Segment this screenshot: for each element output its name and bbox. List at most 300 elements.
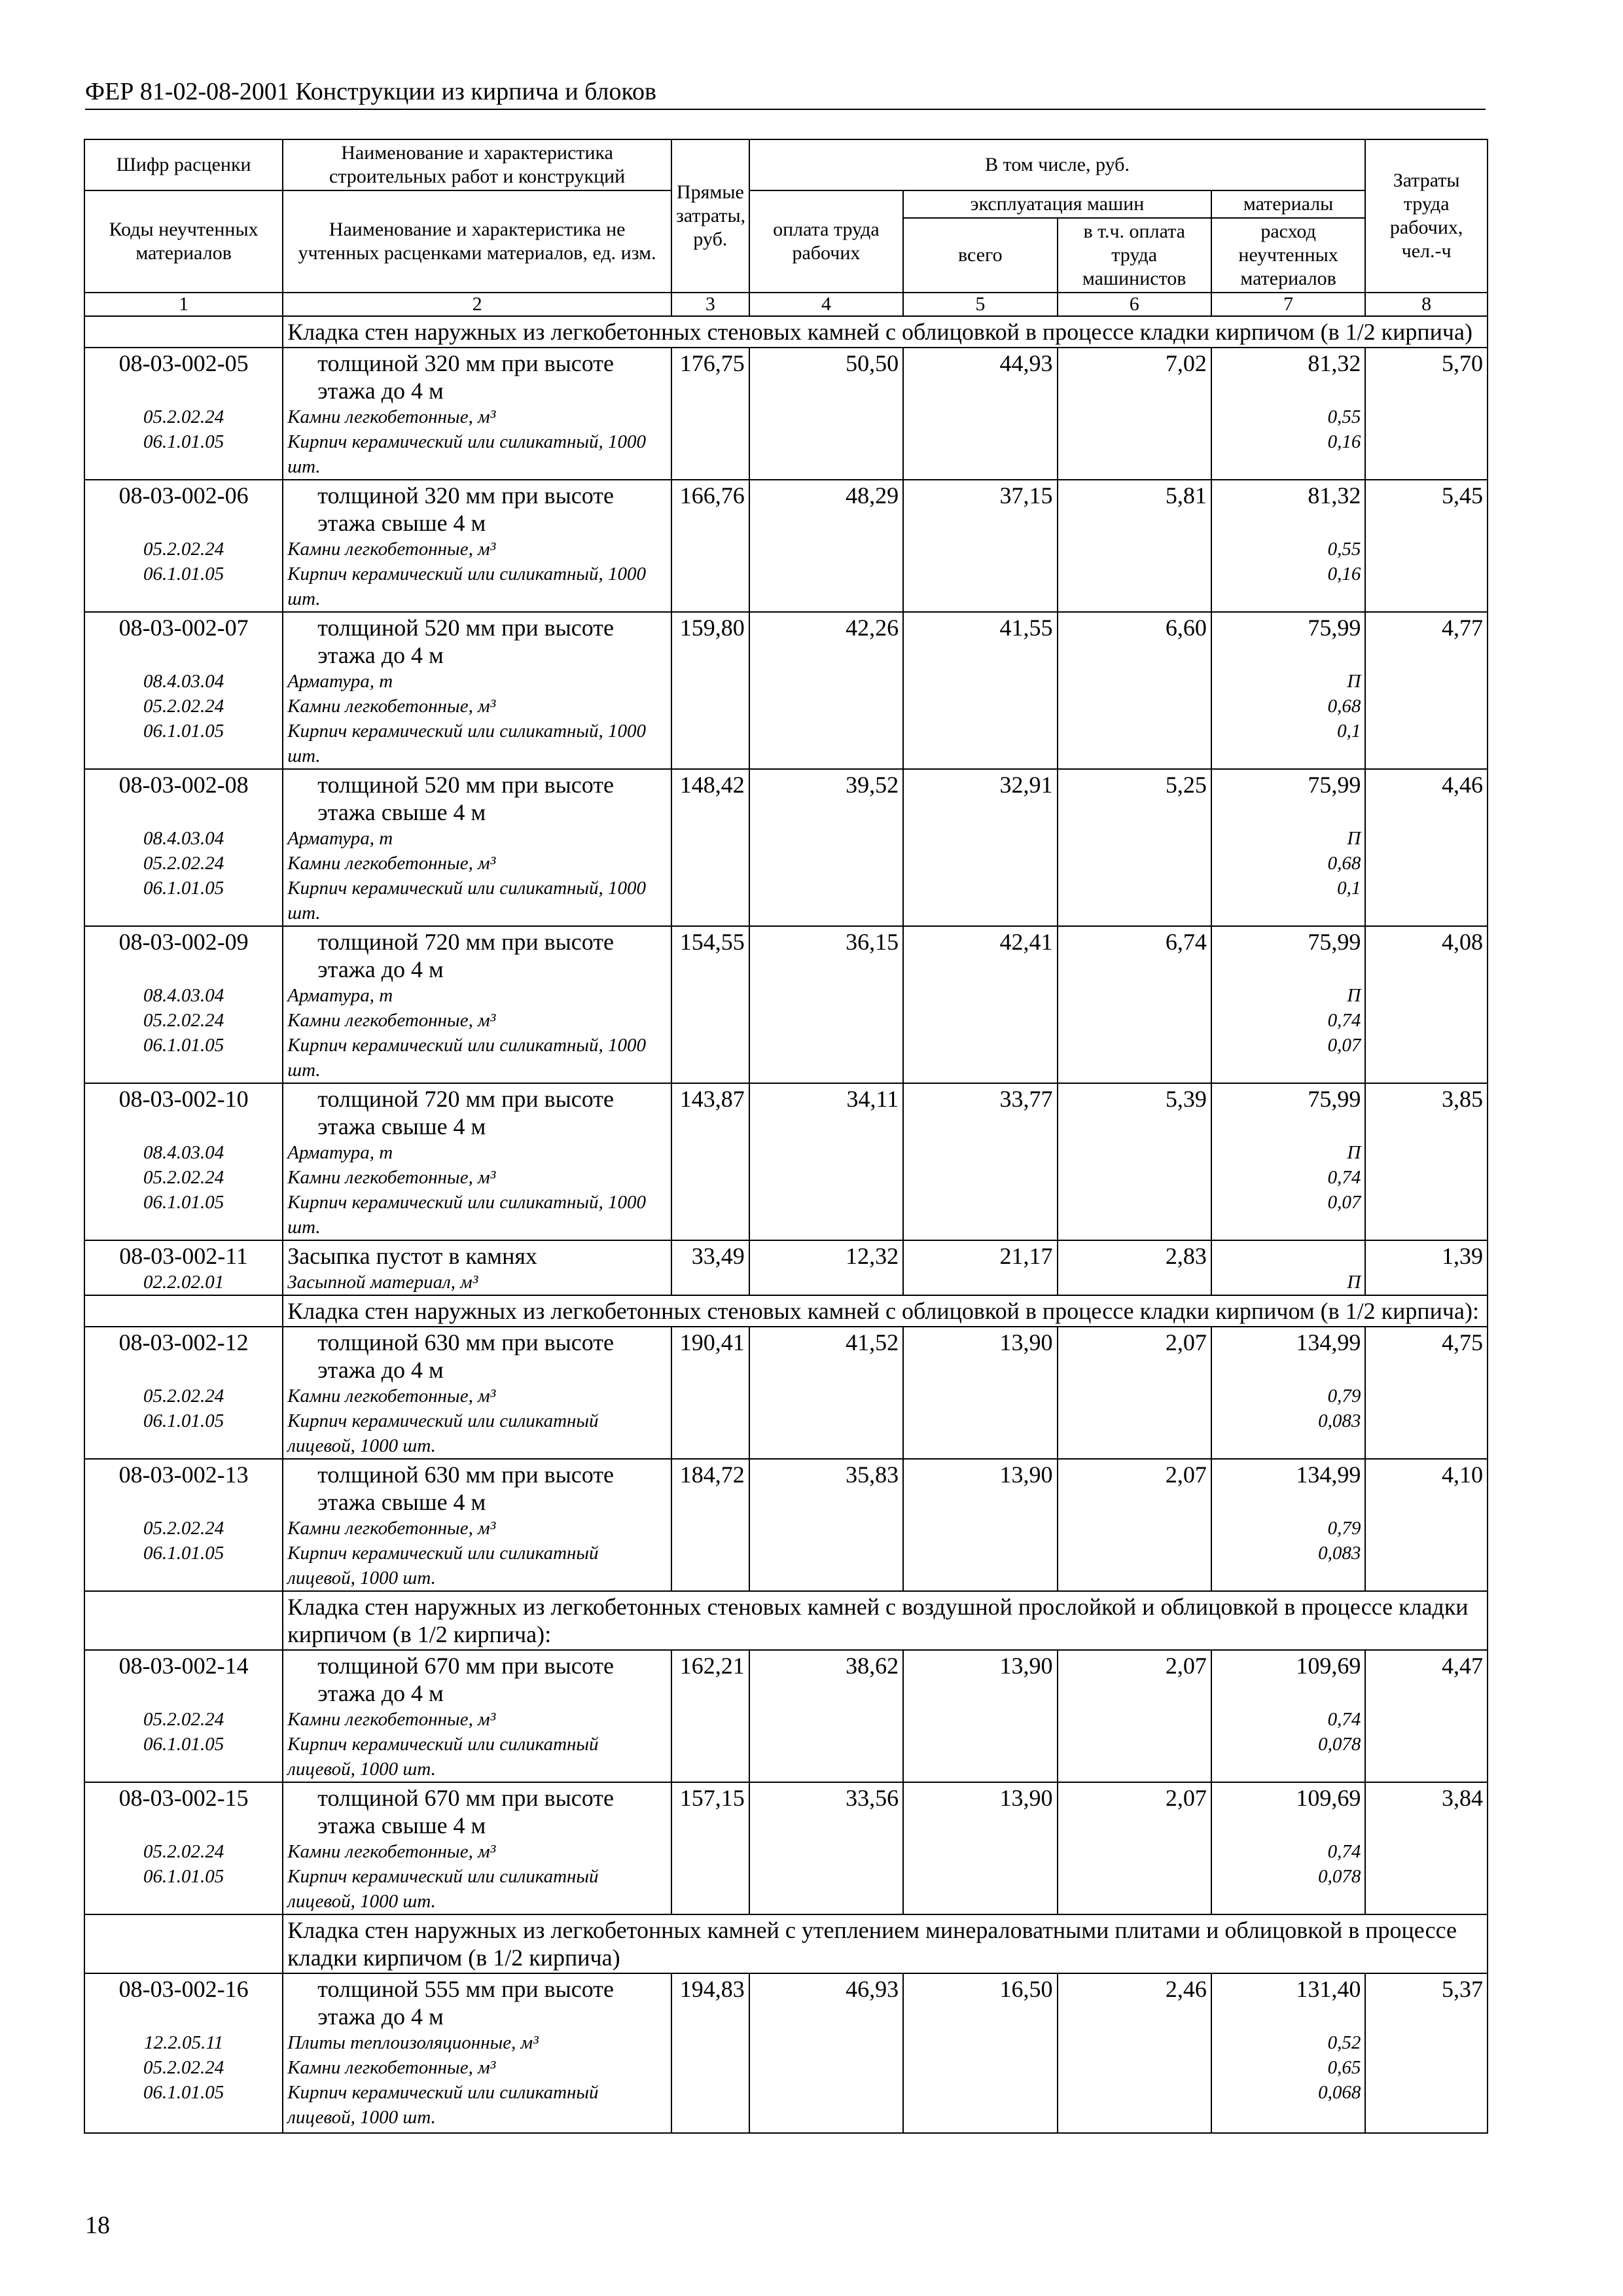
empty-cell	[671, 694, 749, 719]
material-code: 06.1.01.05	[84, 429, 283, 480]
header-code: Шифр расценки	[84, 139, 283, 190]
table-body	[84, 316, 1488, 2133]
header-unaccounted-codes: Коды неучтенных материалов	[84, 190, 283, 293]
header-machines: эксплуатация машин	[903, 190, 1211, 218]
rate-labor-cost: 3,84	[1365, 1782, 1488, 1839]
rate-labor-pay: 36,15	[749, 926, 903, 983]
empty-cell	[1365, 537, 1488, 562]
rate-labor-pay: 50,50	[749, 348, 903, 404]
empty-cell	[903, 537, 1057, 562]
material-row	[84, 1707, 1488, 1732]
rate-row	[84, 769, 1488, 826]
empty-cell	[1058, 1707, 1211, 1732]
section-title: Кладка стен наружных из легкобетонных камней с утеплением минераловатными плитами и облицовкой в процессе кладки кирпичом (в 1/2 кирпича)	[283, 1914, 1488, 1973]
empty-cell	[1365, 2080, 1488, 2133]
empty-cell	[1058, 694, 1211, 719]
section-empty-cell	[84, 316, 283, 348]
empty-cell	[671, 1140, 749, 1165]
rate-row	[84, 1240, 1488, 1270]
empty-cell	[903, 876, 1057, 926]
empty-cell	[903, 2080, 1057, 2133]
material-usage: 0,55	[1211, 404, 1365, 429]
empty-cell	[903, 1839, 1057, 1864]
rate-machines-total: 32,91	[903, 769, 1057, 826]
empty-cell	[749, 1190, 903, 1240]
material-row	[84, 1516, 1488, 1541]
material-code: 06.1.01.05	[84, 1864, 283, 1914]
empty-cell	[1058, 1839, 1211, 1864]
empty-cell	[671, 1864, 749, 1914]
rate-code: 08-03-002-08	[84, 769, 283, 826]
empty-cell	[671, 1541, 749, 1591]
empty-cell	[903, 1516, 1057, 1541]
material-usage: 0,1	[1211, 719, 1365, 769]
material-row	[84, 826, 1488, 851]
material-row	[84, 1839, 1488, 1864]
rate-machines-pay: 5,39	[1058, 1083, 1211, 1140]
header-machines-total: всего	[903, 218, 1057, 293]
empty-cell	[749, 1839, 903, 1864]
page-header-title: ФЕР 81-02-08-2001 Конструкции из кирпича и блоков	[85, 77, 1486, 110]
material-usage: 0,07	[1211, 1033, 1365, 1083]
material-usage: 0,16	[1211, 429, 1365, 480]
material-row	[84, 429, 1488, 480]
rate-labor-cost: 4,47	[1365, 1650, 1488, 1707]
header-machines-pay: в т.ч. оплата труда машинистов	[1058, 218, 1211, 293]
empty-cell	[1365, 1732, 1488, 1782]
empty-cell	[903, 429, 1057, 480]
material-name: Арматура, т	[283, 1140, 671, 1165]
rate-machines-pay: 2,07	[1058, 1782, 1211, 1839]
rate-code: 08-03-002-06	[84, 480, 283, 537]
material-code: 12.2.05.11	[84, 2030, 283, 2055]
rate-row	[84, 926, 1488, 983]
rate-labor-pay: 46,93	[749, 1973, 903, 2030]
rate-machines-pay: 5,81	[1058, 480, 1211, 537]
empty-cell	[749, 719, 903, 769]
rate-code: 08-03-002-11	[84, 1240, 283, 1270]
rate-name: Засыпка пустот в камнях	[283, 1240, 671, 1270]
col-number: 5	[903, 293, 1057, 316]
empty-cell	[749, 983, 903, 1008]
column-numbers-row	[84, 293, 1488, 316]
material-code: 05.2.02.24	[84, 851, 283, 876]
empty-cell	[749, 2030, 903, 2055]
rate-materials: 109,69	[1211, 1650, 1365, 1707]
rate-code: 08-03-002-10	[84, 1083, 283, 1140]
header-name: Наименование и характеристика строительных работ и конструкций	[283, 139, 671, 190]
empty-cell	[671, 1707, 749, 1732]
rate-materials: 134,99	[1211, 1459, 1365, 1516]
material-name: Кирпич керамический или силикатный, 1000 шт.	[283, 719, 671, 769]
material-row	[84, 1270, 1488, 1295]
rate-name: толщиной 555 мм при высоте этажа до 4 м	[283, 1973, 671, 2030]
rate-direct: 162,21	[671, 1650, 749, 1707]
material-code: 06.1.01.05	[84, 1408, 283, 1459]
material-name: Камни легкобетонные, м³	[283, 537, 671, 562]
material-code: 05.2.02.24	[84, 537, 283, 562]
empty-cell	[1058, 1165, 1211, 1190]
empty-cell	[749, 1008, 903, 1033]
empty-cell	[671, 1008, 749, 1033]
empty-cell	[671, 2080, 749, 2133]
rate-code: 08-03-002-05	[84, 348, 283, 404]
material-name: Камни легкобетонные, м³	[283, 694, 671, 719]
material-usage: П	[1211, 1140, 1365, 1165]
empty-cell	[671, 1190, 749, 1240]
rate-materials: 75,99	[1211, 769, 1365, 826]
rate-labor-pay: 42,26	[749, 612, 903, 669]
empty-cell	[1365, 694, 1488, 719]
rate-machines-pay: 2,46	[1058, 1973, 1211, 2030]
rate-machines-total: 16,50	[903, 1973, 1057, 2030]
section-empty-cell	[84, 1591, 283, 1650]
rate-machines-total: 44,93	[903, 348, 1057, 404]
header-labor-pay: оплата труда рабочих	[749, 190, 903, 293]
empty-cell	[1058, 2080, 1211, 2133]
material-name: Кирпич керамический или силикатный лицевой, 1000 шт.	[283, 2080, 671, 2133]
empty-cell	[903, 1707, 1057, 1732]
material-code: 08.4.03.04	[84, 669, 283, 694]
header-materials-usage: расход неучтенных материалов	[1211, 218, 1365, 293]
rate-row	[84, 1973, 1488, 2030]
material-row	[84, 669, 1488, 694]
empty-cell	[749, 429, 903, 480]
material-code: 08.4.03.04	[84, 826, 283, 851]
material-usage: 0,74	[1211, 1839, 1365, 1864]
rates-table	[84, 139, 1488, 2134]
header-incl: В том числе, руб.	[749, 139, 1366, 190]
empty-cell	[749, 1516, 903, 1541]
rate-labor-pay: 38,62	[749, 1650, 903, 1707]
empty-cell	[1058, 719, 1211, 769]
rate-labor-cost: 5,70	[1365, 348, 1488, 404]
empty-cell	[903, 1270, 1057, 1295]
material-usage: 0,068	[1211, 2080, 1365, 2133]
material-name: Кирпич керамический или силикатный, 1000 шт.	[283, 562, 671, 612]
material-code: 06.1.01.05	[84, 876, 283, 926]
header-materials: материалы	[1211, 190, 1365, 218]
rate-machines-pay: 7,02	[1058, 348, 1211, 404]
rate-direct: 157,15	[671, 1782, 749, 1839]
rate-direct: 154,55	[671, 926, 749, 983]
empty-cell	[749, 694, 903, 719]
rate-machines-total: 13,90	[903, 1459, 1057, 1516]
col-number: 3	[671, 293, 749, 316]
section-row	[84, 316, 1488, 348]
empty-cell	[1365, 429, 1488, 480]
rate-materials: 81,32	[1211, 480, 1365, 537]
material-code: 06.1.01.05	[84, 562, 283, 612]
material-code: 05.2.02.24	[84, 1008, 283, 1033]
empty-cell	[1365, 1140, 1488, 1165]
material-code: 05.2.02.24	[84, 404, 283, 429]
empty-cell	[903, 2055, 1057, 2080]
empty-cell	[1058, 1541, 1211, 1591]
material-name: Плиты теплоизоляционные, м³	[283, 2030, 671, 2055]
header-labor-cost: Затраты труда рабочих, чел.-ч	[1365, 139, 1488, 293]
header-unaccounted-name: Наименование и характеристика не учтенных расценками материалов, ед. изм.	[283, 190, 671, 293]
material-row	[84, 1165, 1488, 1190]
rate-code: 08-03-002-07	[84, 612, 283, 669]
material-usage: 0,16	[1211, 562, 1365, 612]
empty-cell	[749, 562, 903, 612]
empty-cell	[903, 1190, 1057, 1240]
empty-cell	[1365, 826, 1488, 851]
rate-labor-cost: 1,39	[1365, 1240, 1488, 1270]
empty-cell	[671, 1165, 749, 1190]
empty-cell	[903, 1008, 1057, 1033]
empty-cell	[1058, 404, 1211, 429]
rate-materials: 109,69	[1211, 1782, 1365, 1839]
material-name: Камни легкобетонные, м³	[283, 1707, 671, 1732]
rate-code: 08-03-002-12	[84, 1327, 283, 1384]
empty-cell	[1058, 1140, 1211, 1165]
material-name: Кирпич керамический или силикатный, 1000 шт.	[283, 429, 671, 480]
empty-cell	[903, 694, 1057, 719]
empty-cell	[1058, 562, 1211, 612]
empty-cell	[671, 826, 749, 851]
material-row	[84, 1384, 1488, 1408]
empty-cell	[671, 2030, 749, 2055]
material-row	[84, 562, 1488, 612]
rate-code: 08-03-002-14	[84, 1650, 283, 1707]
empty-cell	[903, 1033, 1057, 1083]
empty-cell	[671, 983, 749, 1008]
rate-direct: 194,83	[671, 1973, 749, 2030]
material-row	[84, 1864, 1488, 1914]
empty-cell	[1058, 851, 1211, 876]
empty-cell	[671, 1270, 749, 1295]
empty-cell	[671, 851, 749, 876]
empty-cell	[749, 2055, 903, 2080]
col-number: 2	[283, 293, 671, 316]
rate-name: толщиной 320 мм при высоте этажа свыше 4 м	[283, 480, 671, 537]
empty-cell	[749, 1165, 903, 1190]
material-row	[84, 1408, 1488, 1459]
empty-cell	[1058, 2030, 1211, 2055]
empty-cell	[1365, 1408, 1488, 1459]
material-code: 05.2.02.24	[84, 1384, 283, 1408]
empty-cell	[903, 851, 1057, 876]
empty-cell	[903, 1541, 1057, 1591]
empty-cell	[749, 669, 903, 694]
rate-labor-pay: 34,11	[749, 1083, 903, 1140]
rate-row	[84, 348, 1488, 404]
empty-cell	[1058, 1864, 1211, 1914]
empty-cell	[1058, 669, 1211, 694]
empty-cell	[903, 826, 1057, 851]
empty-cell	[1365, 2030, 1488, 2055]
rate-machines-total: 13,90	[903, 1782, 1057, 1839]
empty-cell	[749, 1140, 903, 1165]
section-title: Кладка стен наружных из легкобетонных стеновых камней с облицовкой в процессе кладки кирпичом (в 1/2 кирпича)	[283, 316, 1488, 348]
empty-cell	[1365, 404, 1488, 429]
rate-name: толщиной 670 мм при высоте этажа до 4 м	[283, 1650, 671, 1707]
empty-cell	[1365, 851, 1488, 876]
material-row	[84, 404, 1488, 429]
material-usage: 0,65	[1211, 2055, 1365, 2080]
material-row	[84, 1732, 1488, 1782]
rate-row	[84, 1650, 1488, 1707]
rate-materials: 131,40	[1211, 1973, 1365, 2030]
empty-cell	[749, 876, 903, 926]
rate-direct: 166,76	[671, 480, 749, 537]
material-name: Камни легкобетонные, м³	[283, 1008, 671, 1033]
material-usage: 0,74	[1211, 1165, 1365, 1190]
rate-machines-total: 33,77	[903, 1083, 1057, 1140]
empty-cell	[1365, 876, 1488, 926]
empty-cell	[671, 1732, 749, 1782]
empty-cell	[903, 669, 1057, 694]
empty-cell	[1365, 1270, 1488, 1295]
section-empty-cell	[84, 1914, 283, 1973]
header-direct: Прямые затраты, руб.	[671, 139, 749, 293]
material-code: 05.2.02.24	[84, 694, 283, 719]
col-number: 1	[84, 293, 283, 316]
rate-direct: 159,80	[671, 612, 749, 669]
rate-machines-total: 21,17	[903, 1240, 1057, 1270]
table-header	[84, 139, 1488, 316]
empty-cell	[671, 1408, 749, 1459]
empty-cell	[671, 404, 749, 429]
material-name: Кирпич керамический или силикатный лицевой, 1000 шт.	[283, 1864, 671, 1914]
section-title: Кладка стен наружных из легкобетонных стеновых камней с воздушной прослойкой и облицовкой в процессе кладки кирпичом (в 1/2 кирпича):	[283, 1591, 1488, 1650]
rate-materials: 75,99	[1211, 926, 1365, 983]
empty-cell	[1058, 1516, 1211, 1541]
empty-cell	[671, 1384, 749, 1408]
empty-cell	[749, 851, 903, 876]
material-usage: 0,74	[1211, 1008, 1365, 1033]
material-name: Кирпич керамический или силикатный лицевой, 1000 шт.	[283, 1732, 671, 1782]
material-name: Камни легкобетонные, м³	[283, 851, 671, 876]
rate-labor-pay: 12,32	[749, 1240, 903, 1270]
material-code: 06.1.01.05	[84, 1190, 283, 1240]
rate-labor-cost: 4,10	[1365, 1459, 1488, 1516]
material-row	[84, 2030, 1488, 2055]
rate-name: толщиной 520 мм при высоте этажа до 4 м	[283, 612, 671, 669]
empty-cell	[749, 1270, 903, 1295]
material-usage: П	[1211, 669, 1365, 694]
material-code: 05.2.02.24	[84, 2055, 283, 2080]
empty-cell	[1365, 1190, 1488, 1240]
rate-materials: 134,99	[1211, 1327, 1365, 1384]
material-code: 06.1.01.05	[84, 1033, 283, 1083]
material-row	[84, 1190, 1488, 1240]
material-name: Камни легкобетонные, м³	[283, 1839, 671, 1864]
empty-cell	[1058, 429, 1211, 480]
empty-cell	[1058, 1270, 1211, 1295]
empty-cell	[1058, 1732, 1211, 1782]
rate-materials: 75,99	[1211, 612, 1365, 669]
empty-cell	[1365, 1033, 1488, 1083]
empty-cell	[671, 1839, 749, 1864]
material-code: 02.2.02.01	[84, 1270, 283, 1295]
material-name: Камни легкобетонные, м³	[283, 404, 671, 429]
section-title: Кладка стен наружных из легкобетонных стеновых камней с облицовкой в процессе кладки кирпичом (в 1/2 кирпича):	[283, 1295, 1488, 1327]
material-name: Кирпич керамический или силикатный, 1000 шт.	[283, 1033, 671, 1083]
empty-cell	[671, 429, 749, 480]
empty-cell	[749, 1408, 903, 1459]
material-code: 08.4.03.04	[84, 983, 283, 1008]
empty-cell	[1365, 562, 1488, 612]
empty-cell	[1058, 2055, 1211, 2080]
empty-cell	[903, 2030, 1057, 2055]
rate-direct: 176,75	[671, 348, 749, 404]
material-row	[84, 694, 1488, 719]
rate-row	[84, 1459, 1488, 1516]
rate-labor-cost: 5,45	[1365, 480, 1488, 537]
rate-labor-cost: 4,75	[1365, 1327, 1488, 1384]
material-row	[84, 2080, 1488, 2133]
empty-cell	[903, 983, 1057, 1008]
rate-code: 08-03-002-13	[84, 1459, 283, 1516]
rate-labor-pay: 33,56	[749, 1782, 903, 1839]
material-code: 06.1.01.05	[84, 2080, 283, 2133]
rate-machines-pay: 2,07	[1058, 1650, 1211, 1707]
empty-cell	[749, 826, 903, 851]
rate-code: 08-03-002-09	[84, 926, 283, 983]
material-usage: 0,07	[1211, 1190, 1365, 1240]
material-usage: 0,68	[1211, 851, 1365, 876]
empty-cell	[671, 537, 749, 562]
empty-cell	[1365, 1008, 1488, 1033]
empty-cell	[1365, 1839, 1488, 1864]
material-usage: П	[1211, 983, 1365, 1008]
material-code: 05.2.02.24	[84, 1839, 283, 1864]
material-name: Кирпич керамический или силикатный лицевой, 1000 шт.	[283, 1541, 671, 1591]
rate-materials	[1211, 1240, 1365, 1270]
empty-cell	[749, 1707, 903, 1732]
section-row	[84, 1591, 1488, 1650]
empty-cell	[1058, 983, 1211, 1008]
rate-row	[84, 1782, 1488, 1839]
empty-cell	[903, 562, 1057, 612]
material-name: Камни легкобетонные, м³	[283, 1165, 671, 1190]
rate-machines-total: 37,15	[903, 480, 1057, 537]
rate-direct: 33,49	[671, 1240, 749, 1270]
material-usage: 0,52	[1211, 2030, 1365, 2055]
material-code: 08.4.03.04	[84, 1140, 283, 1165]
rate-machines-pay: 2,07	[1058, 1459, 1211, 1516]
rate-code: 08-03-002-16	[84, 1973, 283, 2030]
empty-cell	[749, 1384, 903, 1408]
empty-cell	[749, 404, 903, 429]
material-name: Кирпич керамический или силикатный, 1000 шт.	[283, 876, 671, 926]
material-code: 06.1.01.05	[84, 1732, 283, 1782]
rate-machines-pay: 6,60	[1058, 612, 1211, 669]
rate-labor-cost: 5,37	[1365, 1973, 1488, 2030]
empty-cell	[1365, 1165, 1488, 1190]
page-number: 18	[85, 2212, 110, 2239]
rate-machines-total: 42,41	[903, 926, 1057, 983]
material-code: 05.2.02.24	[84, 1516, 283, 1541]
rate-row	[84, 1083, 1488, 1140]
empty-cell	[1058, 1384, 1211, 1408]
material-name: Камни легкобетонные, м³	[283, 2055, 671, 2080]
empty-cell	[1365, 1864, 1488, 1914]
rate-name: толщиной 630 мм при высоте этажа до 4 м	[283, 1327, 671, 1384]
empty-cell	[1058, 1408, 1211, 1459]
rate-machines-total: 41,55	[903, 612, 1057, 669]
rate-name: толщиной 320 мм при высоте этажа до 4 м	[283, 348, 671, 404]
rate-direct: 148,42	[671, 769, 749, 826]
rate-labor-cost: 4,77	[1365, 612, 1488, 669]
empty-cell	[671, 1516, 749, 1541]
rate-labor-pay: 35,83	[749, 1459, 903, 1516]
material-row	[84, 876, 1488, 926]
empty-cell	[903, 719, 1057, 769]
